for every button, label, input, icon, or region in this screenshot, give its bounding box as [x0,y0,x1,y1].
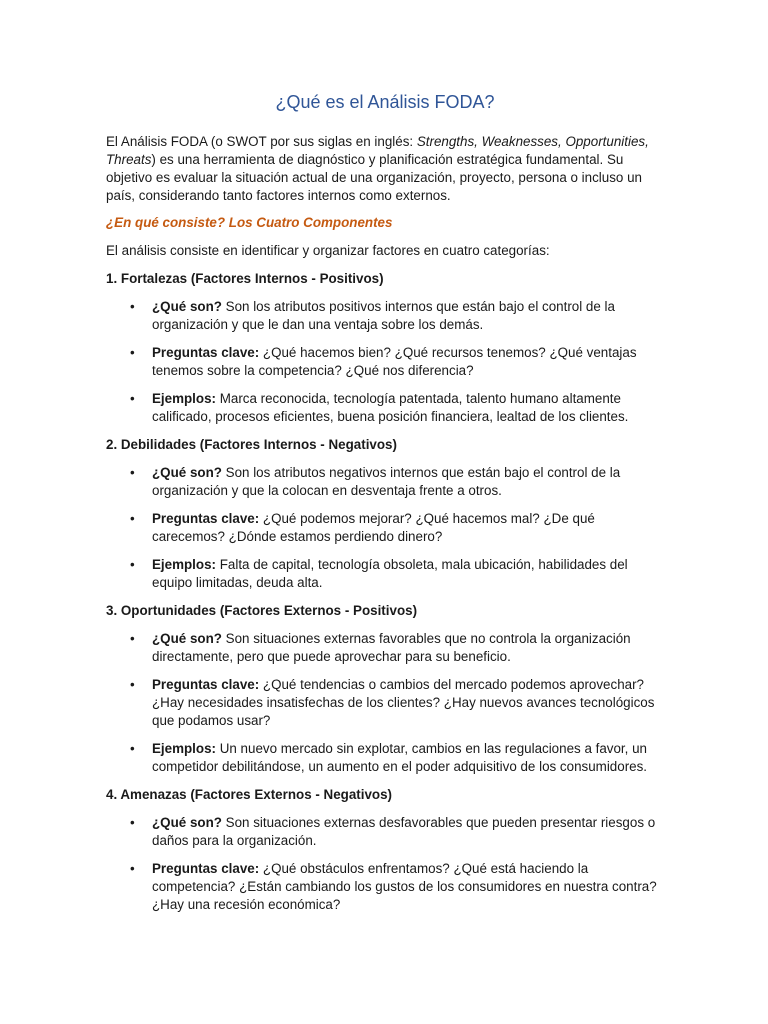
bullet-icon: • [130,511,135,526]
section-oportunidades [106,602,664,776]
document-page [106,90,664,924]
list-item [106,740,664,776]
item-label: Preguntas clave: [152,677,260,692]
bullet-icon: • [130,741,135,756]
intro-italic-terms: Strengths, Weaknesses, Opportunities, Threats [106,134,649,167]
item-label: Preguntas clave: [152,345,260,360]
section-title: 4. Amenazas (Factores Externos - Negativos) [106,787,393,802]
bullet-icon: • [130,299,135,314]
bullet-icon: • [130,861,135,876]
page-title: ¿Qué es el Análisis FODA? [275,92,495,112]
list-item [106,814,664,850]
item-text: ¿Qué obstáculos enfrentamos? ¿Qué está haciendo la competencia? ¿Están cambiando los gustos de los consumidores en nuestra contra? ¿Hay una recesión económica? [152,861,657,912]
item-text: Son situaciones externas desfavorables que pueden presentar riesgos o daños para la organización. [152,815,656,848]
item-text: ¿Qué tendencias o cambios del mercado podemos aprovechar? ¿Hay necesidades insatisfechas de los clientes? ¿Hay nuevos avances tecnológicos que podamos usar? [152,677,655,728]
intro-text-end: ) es una herramienta de diagnóstico y planificación estratégica fundamental. Su objetivo es evaluar la situación actual de una organización, proyecto, persona o incluso un país, considerando tanto factores internos como externos. [106,152,642,203]
item-text: Falta de capital, tecnología obsoleta, mala ubicación, habilidades del equipo limitadas, deuda alta. [152,557,628,590]
bullet-icon: • [130,345,135,360]
section-fortalezas [106,270,664,426]
item-label: Ejemplos: [152,391,216,406]
section-title: 2. Debilidades (Factores Internos - Negativos) [106,437,397,452]
components-subheading: ¿En qué consiste? Los Cuatro Componentes [106,215,393,230]
item-label: Preguntas clave: [152,861,260,876]
list-item [106,298,664,334]
item-text: ¿Qué hacemos bien? ¿Qué recursos tenemos? ¿Qué ventajas tenemos sobre la competencia? ¿Qué nos diferencia? [152,345,637,378]
bullet-list [106,630,664,776]
bullet-icon: • [130,815,135,830]
bullet-list [106,298,664,426]
item-label: Ejemplos: [152,557,216,572]
item-label: ¿Qué son? [152,815,222,830]
list-item [106,676,664,730]
bullet-list [106,464,664,592]
section-debilidades [106,436,664,592]
item-label: ¿Qué son? [152,631,222,646]
list-item [106,390,664,426]
item-label: Ejemplos: [152,741,216,756]
section-amenazas [106,786,664,914]
bullet-icon: • [130,677,135,692]
intro-text-start: El Análisis FODA (o SWOT por sus siglas en inglés: [106,134,417,149]
item-text: Son los atributos positivos internos que están bajo el control de la organización y que le dan una ventaja sobre los demás. [152,299,615,332]
item-text: ¿Qué podemos mejorar? ¿Qué hacemos mal? ¿De qué carecemos? ¿Dónde estamos perdiendo dinero? [152,511,595,544]
list-item [106,630,664,666]
list-item [106,510,664,546]
section-title: 1. Fortalezas (Factores Internos - Positivos) [106,271,384,286]
bullet-icon: • [130,465,135,480]
item-text: Son situaciones externas favorables que no controla la organización directamente, pero que puede aprovechar para su beneficio. [152,631,631,664]
bullet-list [106,814,664,914]
bullet-icon: • [130,557,135,572]
list-item [106,344,664,380]
list-item [106,464,664,500]
list-item [106,556,664,592]
lead-paragraph: El análisis consiste en identificar y organizar factores en cuatro categorías: [106,243,550,258]
section-title: 3. Oportunidades (Factores Externos - Positivos) [106,603,418,618]
item-text: Son los atributos negativos internos que están bajo el control de la organización y que la colocan en desventaja frente a otros. [152,465,621,498]
item-text: Un nuevo mercado sin explotar, cambios en las regulaciones a favor, un competidor debilitándose, un aumento en el poder adquisitivo de los consumidores. [152,741,648,774]
item-label: ¿Qué son? [152,465,222,480]
bullet-icon: • [130,391,135,406]
list-item [106,860,664,914]
item-label: ¿Qué son? [152,299,222,314]
item-label: Preguntas clave: [152,511,260,526]
bullet-icon: • [130,631,135,646]
intro-paragraph [106,133,664,205]
item-text: Marca reconocida, tecnología patentada, talento humano altamente calificado, procesos eficientes, buena posición financiera, lealtad de los clientes. [152,391,629,424]
